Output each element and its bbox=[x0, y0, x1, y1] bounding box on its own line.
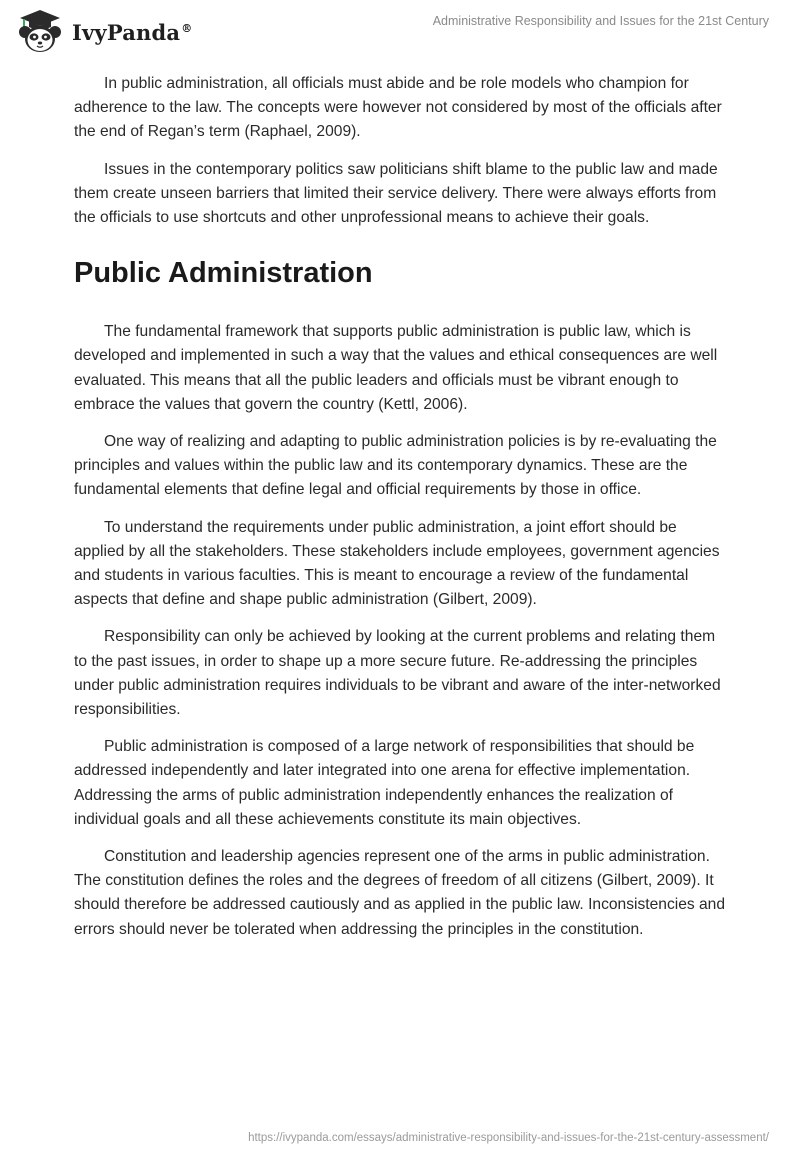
paragraph: Public administration is composed of a large network of responsibilities that should be addressed independently and later integrated into one arena for effective implementation. Addressing the arms of public administration independently enhances the realization of individual goals and all these achievements constitute its main objectives. bbox=[74, 738, 695, 828]
source-url[interactable]: https://ivypanda.com/essays/administrative-responsibility-and-issues-for-the-21st-century-assessment/ bbox=[248, 1132, 769, 1144]
section-heading: Public Administration bbox=[74, 257, 373, 290]
logo-text: IvyPanda® bbox=[72, 19, 193, 45]
paragraph: Issues in the contemporary politics saw politicians shift blame to the public law and made them create unseen barriers that limited their service delivery. There were always efforts from the officials to use shortcuts and other unprofessional means to achieve their goals. bbox=[74, 160, 718, 227]
paragraph: One way of realizing and adapting to public administration policies is by re-evaluating the principles and values within the public law and its contemporary dynamics. These are the fundamental elements that define legal and official requirements by those in office. bbox=[74, 433, 717, 499]
paragraph: To understand the requirements under public administration, a joint effort should be applied by all the stakeholders. These stakeholders include employees, government agencies and students in various faculties. This is meant to encourage a review of the fundamental aspects that define and shape public administration (Gilbert, 2009). bbox=[74, 518, 720, 609]
document-title: Administrative Responsibility and Issues for the 21st Century bbox=[432, 14, 769, 28]
paragraph: In public administration, all officials must abide and be role models who champion for adherence to the law. The concepts were however not considered by most of the officials after the end of Regan’s term (Raphael, 2009). bbox=[74, 75, 722, 141]
paragraph: The fundamental framework that supports public administration is public law, which is developed and implemented in such a way that the values and ethical consequences are well evaluated. This means that all the public leaders and officials must be vibrant enough to embrace the values that govern the country (Kettl, 2006). bbox=[74, 323, 718, 413]
paragraph: Constitution and leadership agencies represent one of the arms in public administration. The constitution defines the roles and the degrees of freedom of all citizens (Gilbert, 2009). It should therefore be addressed cautiously and as applied in the public law. Inconsistencies and errors should never be tolerated when addressing the principles in the constitution. bbox=[74, 848, 726, 938]
essay-content bbox=[74, 72, 730, 955]
paragraph: Responsibility can only be achieved by looking at the current problems and relating them to the past issues, in order to shape up a more secure future. Re-addressing the principles under public administration requires individuals to be vibrant and aware of the inter-networked responsibilities. bbox=[74, 628, 721, 719]
registered-mark: ® bbox=[181, 21, 193, 35]
page-header bbox=[0, 0, 800, 60]
panda-graduate-icon bbox=[16, 8, 64, 54]
ivypanda-logo[interactable] bbox=[16, 8, 192, 54]
